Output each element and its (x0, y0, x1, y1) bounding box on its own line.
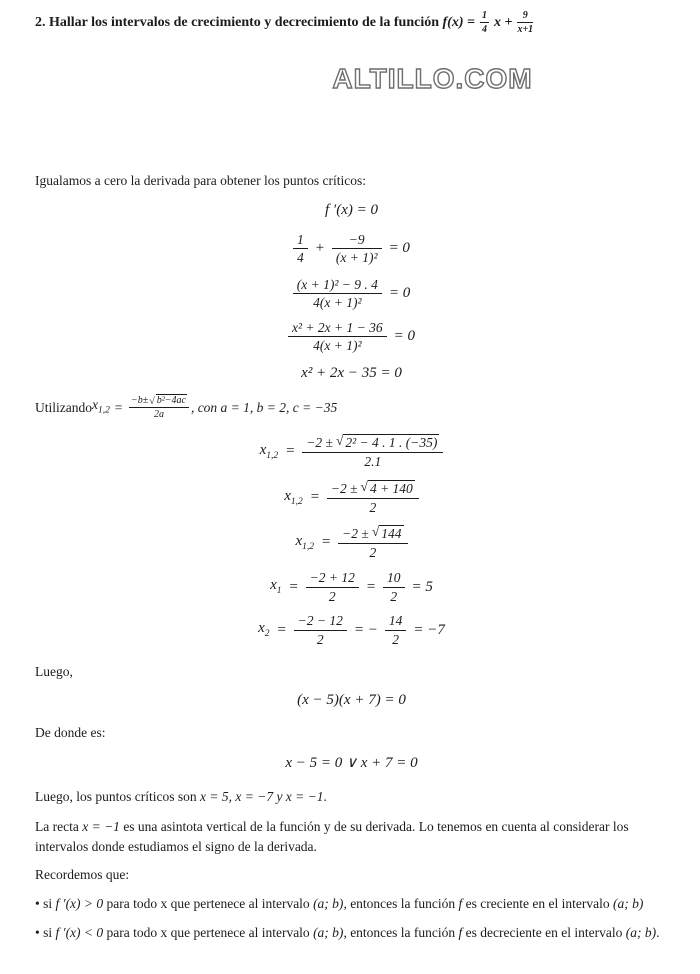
eq-x12-discriminant (35, 434, 668, 469)
x12-symbol: $x_{1,2}$ (284, 487, 303, 507)
fraction: $\frac{14}{2}$ (385, 613, 407, 647)
equals-sign: = (321, 534, 332, 551)
fraction: $\frac{\text{x² + 2x + 1 − 36}}{\text{4(x + 1)²}}$ (288, 320, 387, 354)
sqrt-icon: √ (149, 396, 155, 408)
sqrt-icon: √ (360, 479, 368, 495)
function-lhs: f(x) = (442, 14, 475, 30)
eq-fraction-expanded (35, 320, 668, 354)
fraction-nine-over-x-plus-1: $\frac{9}{x+1}$ (517, 10, 534, 35)
coefficients-text: , con a = 1, b = 2, c = −35 (190, 399, 338, 415)
result-value: = 5 (411, 578, 433, 595)
recordemos-text: Recordemos que: (35, 867, 130, 883)
x2-symbol: $x_2$ (258, 620, 270, 640)
eq-x12-sqrt144 (35, 525, 668, 560)
bullet-increasing: • si f ′(x) > 0 para todo x que pertenece al intervalo (a; b), entonces la función f es creciente en el intervalo (a; b) (35, 895, 644, 911)
fraction: −2 ± √ 4 + 140 2 (327, 480, 419, 515)
fraction: −2 ± √ 144 2 (338, 525, 407, 560)
eq-factored: (x − 5)(x + 7) = 0 (297, 691, 406, 708)
equals-sign: = (276, 621, 287, 638)
quadratic-formula-line (35, 394, 668, 421)
bullet-decreasing: • si f ′(x) < 0 para todo x que pertenece al intervalo (a; b), entonces la función f es decreciente en el intervalo (a; b). (35, 925, 660, 941)
dedonde-text: De donde es: (35, 725, 106, 740)
equals-sign: = (285, 442, 296, 459)
quadratic-formula-fraction: −b± √ b²−4ac 2a (129, 394, 189, 421)
equals-zero: = 0 (393, 328, 415, 345)
altillo-watermark: ALTILLO.COM (332, 63, 533, 94)
result-value: = −7 (413, 621, 445, 638)
intro-text: Igualamos a cero la derivada para obtener los puntos críticos: (35, 173, 367, 188)
sqrt-icon: √ (335, 433, 344, 449)
equals-sign: = (309, 489, 320, 506)
eq-derivative-zero: f ′(x) = 0 (325, 201, 378, 218)
x12-symbol: $x_{1,2}$ (259, 441, 279, 461)
eq-disjunction: x − 5 = 0 ∨ x + 7 = 0 (285, 754, 418, 771)
equals-minus-sign: = − (353, 621, 378, 638)
x12-symbol: $x_{1,2}$ (295, 532, 315, 552)
fraction: $\frac{-9}{\text{(x + 1)²}}$ (332, 232, 382, 266)
eq-x12-sqrt-sum (35, 480, 668, 515)
fraction: $\frac{10}{2}$ (383, 570, 405, 604)
sqrt-icon: √ (371, 524, 380, 540)
equals-sign: = (365, 578, 377, 595)
fraction: $\frac{1}{4}$ (293, 232, 308, 266)
plus-operator: + (314, 240, 325, 257)
luego-text: Luego, (35, 664, 73, 680)
function-formula (443, 10, 536, 36)
fraction: $\frac{-2 + 12}{2}$ (306, 570, 359, 604)
using-label: Utilizando (35, 399, 92, 415)
fraction-one-fourth: $\frac{1}{4}$ (481, 10, 487, 35)
x1-symbol: $x_1$ (270, 577, 282, 597)
eq-derivative-sum (35, 232, 668, 266)
eq-x2-result (35, 613, 668, 647)
fraction: $\frac{\text{(x + 1)² − 9 . 4}}{\text{4(x + 1)²}}$ (293, 277, 382, 311)
equals-sign: = (288, 578, 299, 595)
problem-statement (35, 10, 668, 36)
criticos-text: Luego, los puntos críticos son x = 5, x = −7 y x = −1. (35, 788, 327, 804)
eq-x1-result (35, 570, 668, 604)
equals-zero: = 0 (388, 240, 410, 257)
equals-sign: = (113, 399, 123, 415)
x12-symbol: $x_{1,2}$ (92, 396, 110, 416)
fraction: $\frac{-2 - 12}{2}$ (294, 613, 347, 647)
eq-fraction-combined (35, 277, 668, 311)
asintota-paragraph: La recta x = −1 es una asintota vertical de la función y de su derivada. Lo tenemos en cuenta al considerar los intervalos donde estudiamos el signo de la derivada. (35, 819, 629, 854)
function-mid: x + (493, 14, 513, 30)
problem-statement-text: 2. Hallar los intervalos de crecimiento y decrecimiento de la función (35, 15, 443, 31)
eq-quadratic: x² + 2x − 35 = 0 (301, 364, 402, 381)
fraction: −2 ± √ 2² − 4 . 1 . (−35) 2.1 (302, 434, 443, 469)
equals-zero: = 0 (388, 285, 411, 302)
